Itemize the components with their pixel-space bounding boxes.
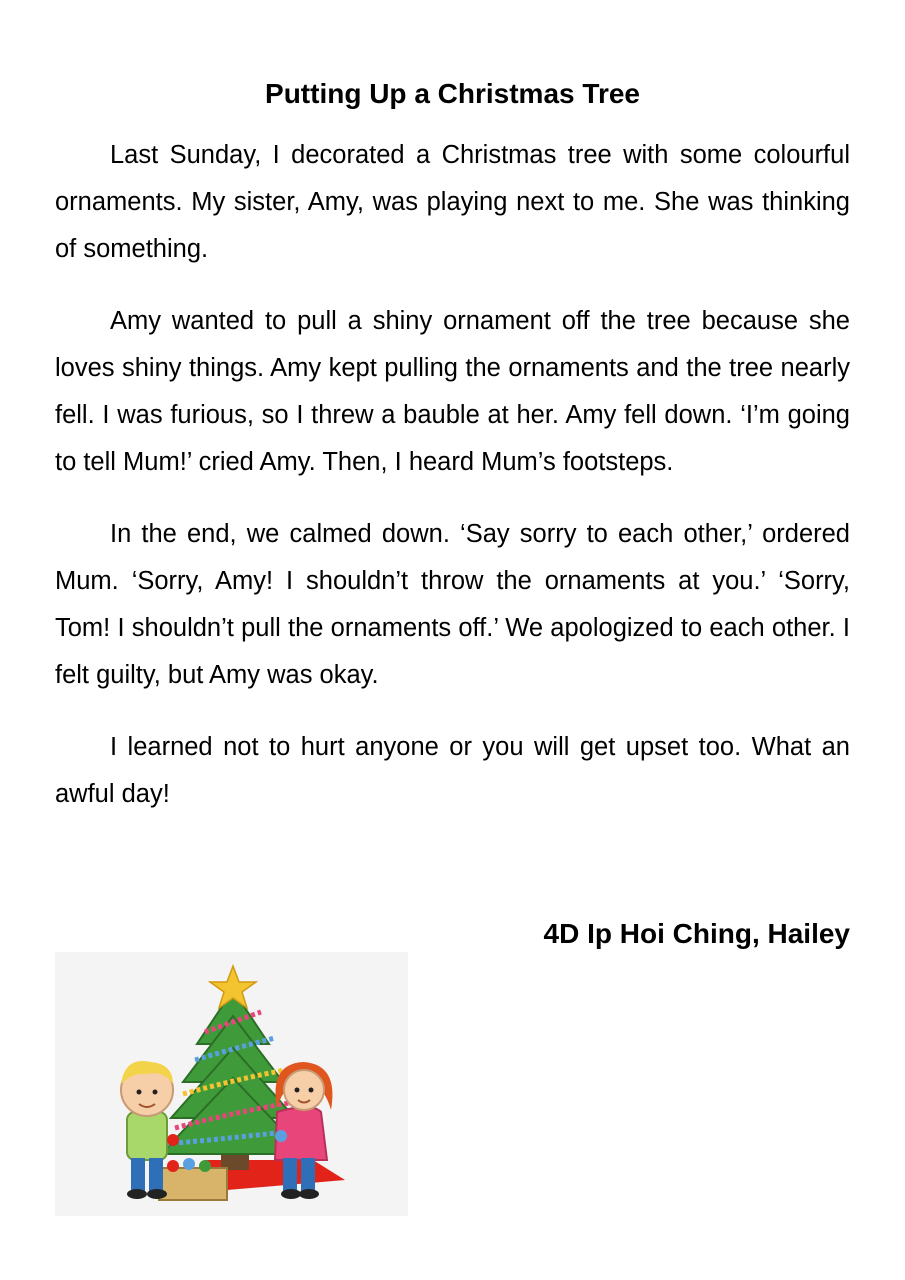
ornament-box bbox=[159, 1168, 227, 1200]
story-paragraph-4: I learned not to hurt anyone or you will get upset too. What an awful day! bbox=[55, 733, 850, 808]
document-title: Putting Up a Christmas Tree bbox=[265, 78, 640, 109]
story-paragraph-1: Last Sunday, I decorated a Christmas tree with some colourful ornaments. My sister, Amy, was playing next to me. She was thinking of something. bbox=[55, 141, 850, 263]
story-body bbox=[55, 132, 850, 843]
author-signature: 4D Ip Hoi Ching, Hailey bbox=[543, 918, 850, 949]
story-paragraph-3: In the end, we calmed down. ‘Say sorry to each other,’ ordered Mum. ‘Sorry, Amy! I shouldn’t throw the ornaments at you.’ ‘Sorry, Tom! I shouldn’t pull the ornaments off.’ We apologized to each other. I felt guilty, but Amy was okay. bbox=[55, 520, 850, 689]
story-paragraph-2: Amy wanted to pull a shiny ornament off the tree because she loves shiny things. Amy kept pulling the ornaments and the tree nearly fell. I was furious, so I threw a bauble at her. Amy fell down. ‘I’m going to tell Mum!’ cried Amy. Then, I heard Mum’s footsteps. bbox=[55, 307, 850, 476]
christmas-tree-illustration bbox=[55, 952, 408, 1216]
